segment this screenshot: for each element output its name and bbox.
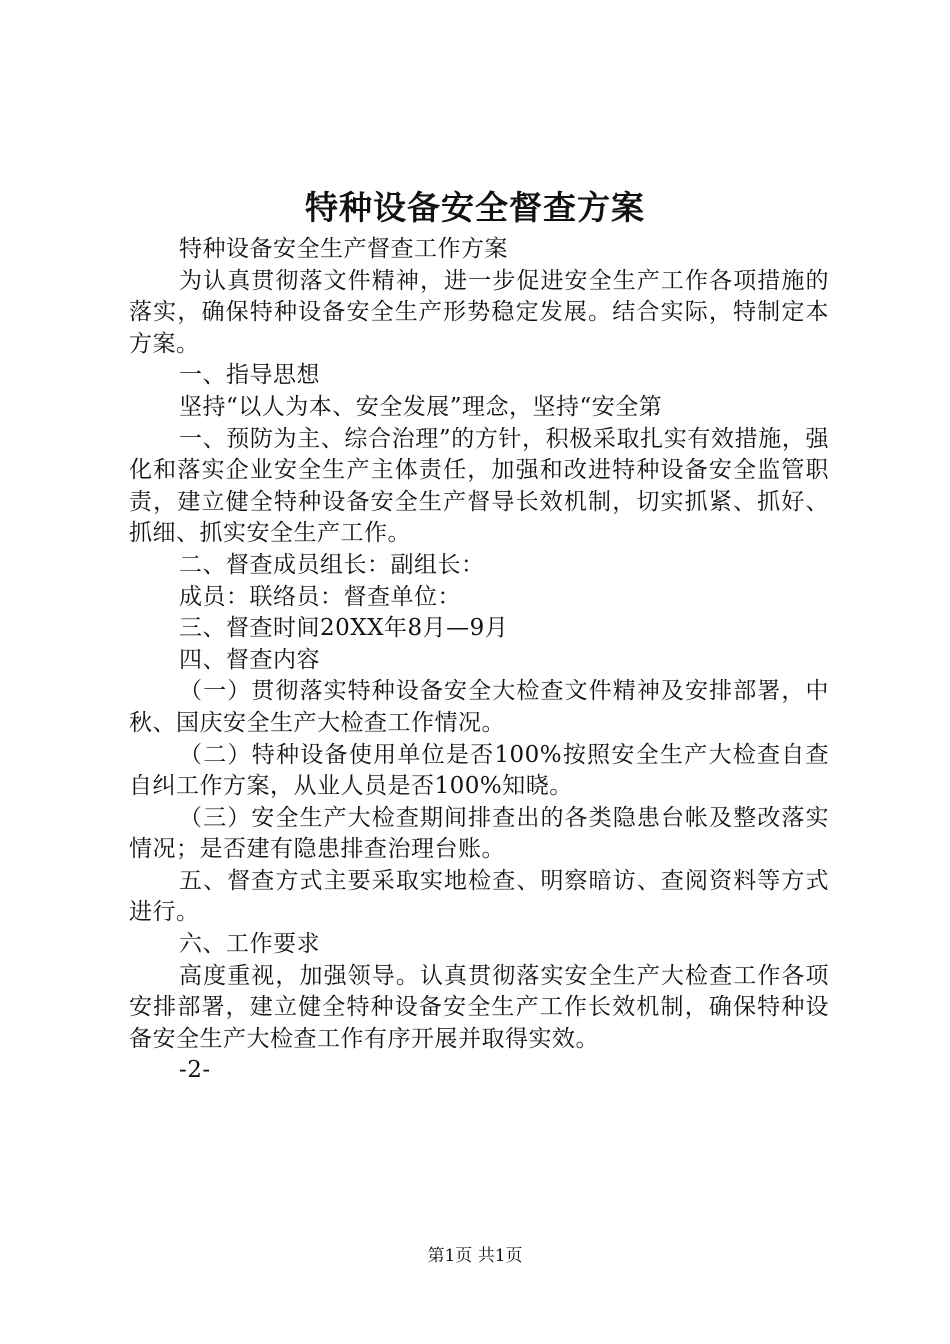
page-footer: 第1页 共1页	[427, 1246, 523, 1266]
section-heading-requirements: 六、工作要求	[179, 931, 320, 958]
paragraph-subtitle: 特种设备安全生产督查工作方案	[179, 236, 508, 262]
paragraph-members: 成员：联络员：督查单位：	[179, 583, 461, 610]
section-heading-time: 三、督查时间20XX年8月—9月	[179, 615, 509, 642]
section-heading-members: 二、督查成员组长：副组长：	[179, 551, 485, 578]
paragraph-content-1: （一）贯彻落实特种设备安全大检查文件精神及安排部署，中秋、国庆安全生产大检查工作情况。	[129, 678, 829, 736]
page-number-marker: -2-	[179, 1057, 211, 1084]
section-heading-method: 五、督查方式主要采取实地检查、明察暗访、查阅资料等方式进行。	[129, 867, 829, 926]
document-title: 特种设备安全督查方案	[305, 188, 645, 227]
paragraph-principle: 坚持“以人为本、安全发展”理念，坚持“安全第	[179, 393, 663, 420]
paragraph-policy: 一、预防为主、综合治理”的方针，积极采取扎实有效措施，强化和落实企业安全生产主体责任，加强和改进特种设备安全监管职责，建立健全特种设备安全生产督导长效机制，切实抓紧、抓好、抓细、抓实安全生产工作。	[129, 425, 829, 547]
paragraph-intro: 为认真贯彻落文件精神，进一步促进安全生产工作各项措施的落实，确保特种设备安全生产形势稳定发展。结合实际，特制定本方案。	[129, 267, 829, 357]
paragraph-content-3: （三）安全生产大检查期间排查出的各类隐患台帐及整改落实情况；是否建有隐患排查治理台账。	[129, 804, 829, 863]
paragraph-content-2: （二）特种设备使用单位是否100%按照安全生产大检查自查自纠工作方案，从业人员是否100%知晓。	[129, 741, 829, 800]
paragraph-requirements: 高度重视，加强领导。认真贯彻落实安全生产大检查工作各项安排部署，建立健全特种设备安全生产工作长效机制，确保特种设备安全生产大检查工作有序开展并取得实效。	[129, 962, 829, 1052]
document-body	[129, 234, 829, 1087]
section-heading-guiding-ideology: 一、指导思想	[179, 362, 320, 389]
section-heading-content: 四、督查内容	[179, 646, 320, 673]
